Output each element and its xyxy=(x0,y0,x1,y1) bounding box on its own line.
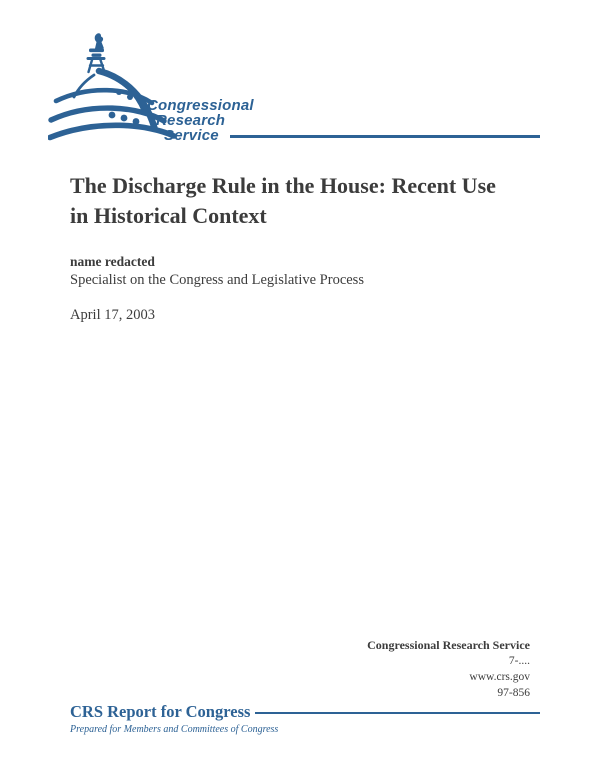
publication-info xyxy=(367,637,530,701)
logo-word-research: Research xyxy=(156,112,226,129)
author-name: name redacted xyxy=(70,254,155,269)
author-role: Specialist on the Congress and Legislative Process xyxy=(70,272,364,288)
header-rule xyxy=(230,135,540,138)
footer-rule xyxy=(255,712,540,715)
publication-website: www.crs.gov xyxy=(469,671,530,683)
publication-phone: 7-.... xyxy=(508,655,530,667)
footer-banner xyxy=(70,702,540,722)
report-title-line-2: in Historical Context xyxy=(70,203,267,228)
logo-word-service: Service xyxy=(164,127,219,144)
logo-word-congressional: Congressional xyxy=(147,97,254,114)
report-title xyxy=(70,171,550,231)
report-title-line-1: The Discharge Rule in the House: Recent Use xyxy=(70,173,496,198)
publication-org: Congressional Research Service xyxy=(367,638,530,652)
footer-tagline: Prepared for Members and Committees of Congress xyxy=(70,724,279,735)
footer-banner-title: CRS Report for Congress xyxy=(70,702,251,721)
report-date: April 17, 2003 xyxy=(70,307,155,323)
report-number: 97-856 xyxy=(497,687,530,699)
